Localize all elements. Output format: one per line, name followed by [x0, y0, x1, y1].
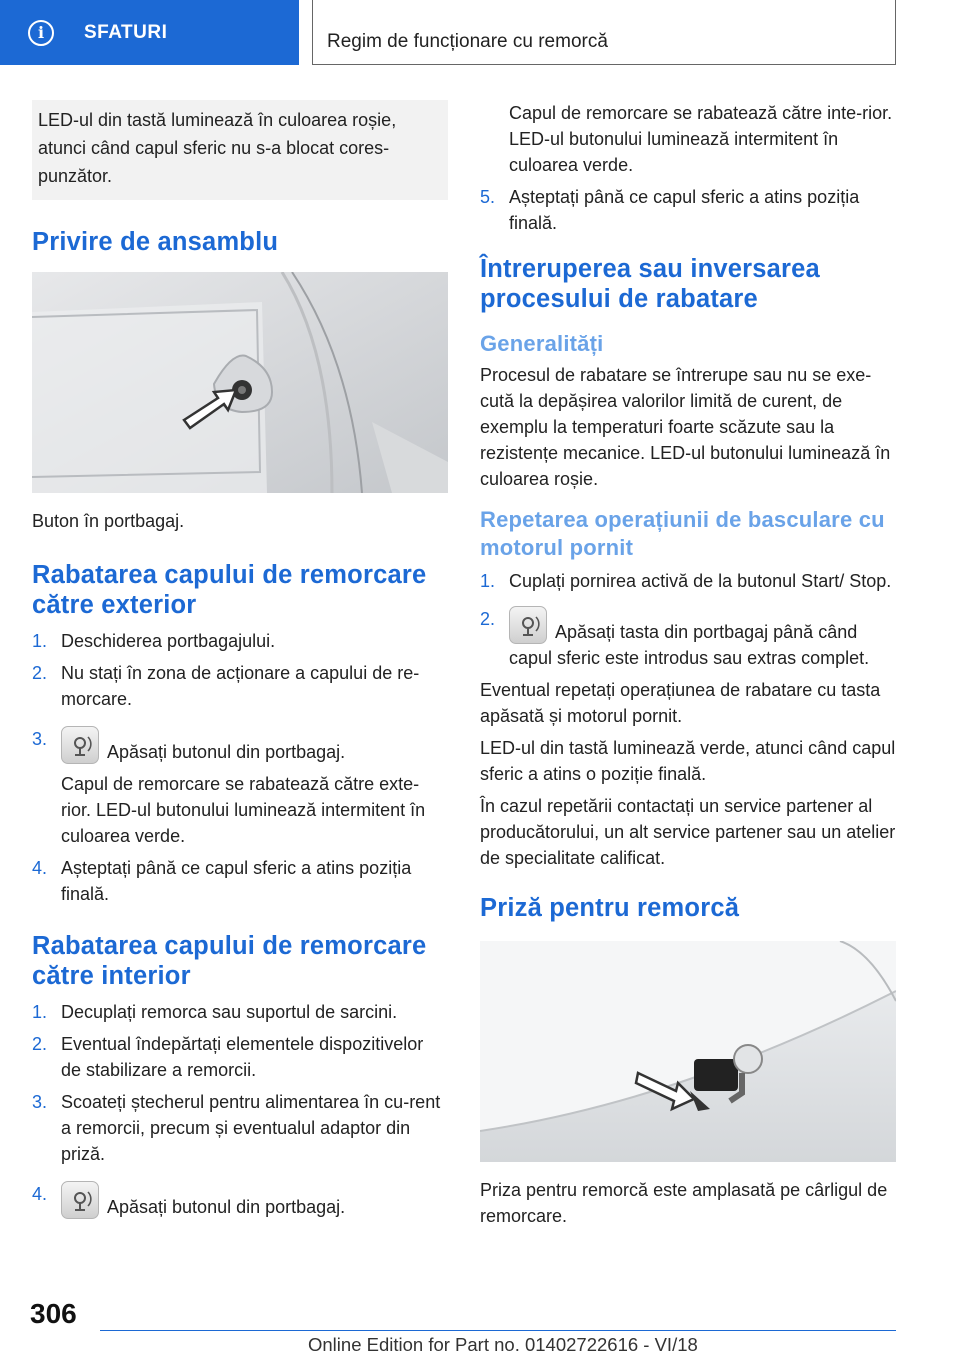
trailer-hitch-button-icon — [61, 1181, 99, 1219]
interrupt-heading: Întreruperea sau inversarea procesului de rabatare — [480, 255, 820, 313]
list-item: 3. Apăsați butonul din portbagaj. — [32, 726, 448, 765]
repeat-paragraph-1: Eventual repetați operațiunea de rabatare cu tasta apăsată și motorul pornit. — [480, 680, 881, 726]
list-item: 2. Eventual îndepărtați elementele dispozitivelor de stabilizare a remorcii. — [32, 1034, 424, 1080]
section-tab[interactable] — [0, 0, 299, 65]
figure1-caption: Buton în portbagaj. — [32, 511, 185, 531]
edition-info: Online Edition for Part no. 01402722616 - VI/18 — [308, 1334, 698, 1355]
list-item: 1. Cuplați pornirea activă de la butonul Start/ Stop. — [480, 571, 892, 591]
socket-heading: Priză pentru remorcă — [480, 894, 740, 922]
list-item: 1. Deschiderea portbagajului. — [32, 631, 276, 651]
list-item: Capul de remorcare se rabatează către exte-rior. LED-ul butonului luminează intermitent în culoarea verde. — [61, 774, 426, 846]
swing-out-steps — [32, 628, 448, 907]
repeat-heading: Repetarea operațiunii de basculare cu motorul pornit — [480, 507, 885, 560]
trunk-button-figure — [32, 272, 448, 493]
footer-divider — [100, 1330, 896, 1331]
swing-in-heading: Rabatarea capului de remorcare către interior — [32, 932, 427, 990]
general-heading: Generalități — [480, 331, 604, 356]
figure2-caption: Priza pentru remorcă este amplasată pe cârligul de remorcare. — [480, 1180, 888, 1226]
section-tab-label: SFATURI — [84, 21, 168, 43]
repeat-paragraph-2: LED-ul din tastă luminează verde, atunci când capul sferic a atins o poziție finală. — [480, 738, 896, 784]
info-icon: i — [28, 20, 54, 46]
swing-out-heading: Rabatarea capului de remorcare către exterior — [32, 561, 427, 619]
list-item: 4. Așteptați până ce capul sferic a atins poziția finală. — [32, 858, 412, 904]
trailer-hitch-button-icon — [61, 726, 99, 764]
page-number: 306 — [30, 1298, 77, 1329]
continued-text: Capul de remorcare se rabatează către inte-rior. LED-ul butonului luminează intermitent în culoarea verde. — [509, 103, 893, 175]
overview-heading: Privire de ansamblu — [32, 228, 279, 256]
left-column — [32, 100, 448, 1226]
trailer-socket-figure — [480, 941, 896, 1162]
right-column — [480, 100, 896, 1229]
list-item: 3. Scoateți ștecherul pentru alimentarea în cu-rent a remorcii, precum și eventualul adaptor din priză. — [32, 1092, 441, 1164]
list-item: 2. Nu stați în zona de acționare a capului de re-morcare. — [32, 663, 420, 709]
chapter-title: Regim de funcționare cu remorcă — [312, 0, 896, 65]
continued-steps — [480, 184, 896, 236]
list-item: 5. Așteptați până ce capul sferic a atins poziția finală. — [480, 187, 860, 233]
note-box: LED-ul din tastă luminează în culoarea roșie, atunci când capul sferic nu s-a blocat cores-punzător. — [32, 100, 448, 200]
repeat-paragraph-3: În cazul repetării contactați un service partener al producătorului, un alt service partener sau un atelier de specialitate calificat. — [480, 796, 896, 868]
swing-in-steps — [32, 999, 448, 1220]
list-item: 4. Apăsați butonul din portbagaj. — [32, 1181, 448, 1220]
trailer-hitch-button-icon — [509, 606, 547, 644]
list-item: 2. Apăsați tasta din portbagaj până când capul sferic este introdus sau extras complet. — [480, 606, 896, 671]
list-item: 1. Decuplați remorca sau suportul de sarcini. — [32, 1002, 398, 1022]
repeat-steps — [480, 568, 896, 671]
general-text: Procesul de rabatare se întrerupe sau nu se exe-cută la depășirea valorilor limită de curent, de exemplu la temperaturi foarte scăzute sau la rezistențe mecanice. LED-ul butonului luminează în culoarea roșie. — [480, 365, 891, 489]
